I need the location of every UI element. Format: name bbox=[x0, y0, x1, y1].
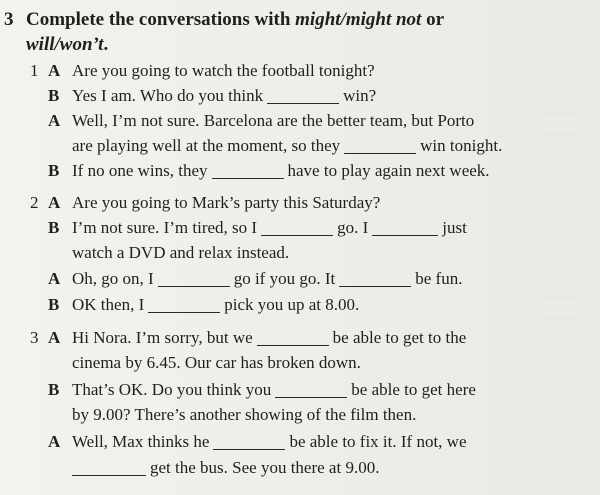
exercise-title-part3: . bbox=[103, 34, 109, 55]
conversation-3-line-3-speaker: B bbox=[48, 380, 60, 399]
conversation-1-line-2: Yes I am. Who do you think win? bbox=[72, 86, 377, 105]
conversation-3-line-6: get the bus. See you there at 9.00. bbox=[72, 455, 379, 480]
exercise-title-italic1: might/might not bbox=[295, 9, 422, 30]
conversation-3-line-5: Well, Max thinks he be able to fix it. If not, we bbox=[72, 432, 467, 451]
conversation-3-line-3: That’s OK. Do you think you be able to get here bbox=[72, 380, 476, 399]
conversation-2-line-5: OK then, I pick you up at 8.00. bbox=[72, 295, 360, 314]
conversation-2-number: 2 bbox=[30, 193, 39, 212]
conversation-3-line-4: by 9.00? There’s another showing of the film then. bbox=[72, 405, 417, 424]
conversation-1-line-1-speaker: A bbox=[48, 61, 61, 80]
conversation-2-line-4: Oh, go on, I go if you go. It be fun. bbox=[72, 269, 463, 288]
exercise-title-part1: Complete the conversations with bbox=[26, 9, 296, 30]
conversation-3-line-1-speaker: A bbox=[48, 328, 61, 347]
conversation-1-number: 1 bbox=[30, 61, 39, 80]
conversation-1-line-1: Are you going to watch the football tonight? bbox=[72, 61, 375, 80]
conversation-1-line-3: Well, I’m not sure. Barcelona are the better team, but Porto bbox=[72, 111, 475, 130]
answer-blank[interactable] bbox=[372, 218, 438, 236]
conversation-3-line-5-speaker: A bbox=[48, 432, 61, 451]
exercise-title-italic2: will/won’t bbox=[26, 34, 104, 55]
conversation-1-line-5: If no one wins, they have to play again next week. bbox=[72, 161, 490, 180]
answer-blank[interactable] bbox=[212, 161, 284, 179]
exercise-title-part2: or bbox=[421, 9, 445, 30]
answer-blank[interactable] bbox=[148, 295, 220, 313]
exercise-number: 3 bbox=[4, 9, 14, 30]
conversation-3-line-1: Hi Nora. I’m sorry, but we be able to get to the bbox=[72, 328, 467, 347]
answer-blank[interactable] bbox=[339, 269, 411, 287]
conversation-3-number: 3 bbox=[30, 328, 39, 347]
answer-blank[interactable] bbox=[72, 458, 146, 476]
conversation-1-line-3-speaker: A bbox=[48, 111, 61, 130]
conversation-2-line-4-speaker: A bbox=[48, 269, 61, 288]
answer-blank[interactable] bbox=[213, 432, 285, 450]
conversation-1-line-5-speaker: B bbox=[48, 161, 60, 180]
conversation-3-line-2: cinema by 6.45. Our car has broken down. bbox=[72, 353, 361, 372]
answer-blank[interactable] bbox=[344, 136, 416, 154]
answer-blank[interactable] bbox=[267, 86, 339, 104]
conversation-1-line-4: are playing well at the moment, so they win tonight. bbox=[72, 136, 503, 155]
conversation-2-line-1: Are you going to Mark’s party this Saturday? bbox=[72, 193, 381, 212]
conversation-2-line-2: I’m not sure. I’m tired, so I go. I just bbox=[72, 218, 467, 237]
exercise-heading bbox=[4, 7, 444, 57]
conversation-2-line-3: watch a DVD and relax instead. bbox=[72, 243, 290, 262]
answer-blank[interactable] bbox=[275, 380, 347, 398]
conversation-2-line-1-speaker: A bbox=[48, 193, 61, 212]
faint-background-lines bbox=[512, 90, 592, 450]
answer-blank[interactable] bbox=[158, 269, 230, 287]
answer-blank[interactable] bbox=[257, 328, 329, 346]
conversation-2-line-2-speaker: B bbox=[48, 218, 60, 237]
answer-blank[interactable] bbox=[261, 218, 333, 236]
conversation-1-line-2-speaker: B bbox=[48, 86, 60, 105]
conversation-2-line-5-speaker: B bbox=[48, 295, 60, 314]
